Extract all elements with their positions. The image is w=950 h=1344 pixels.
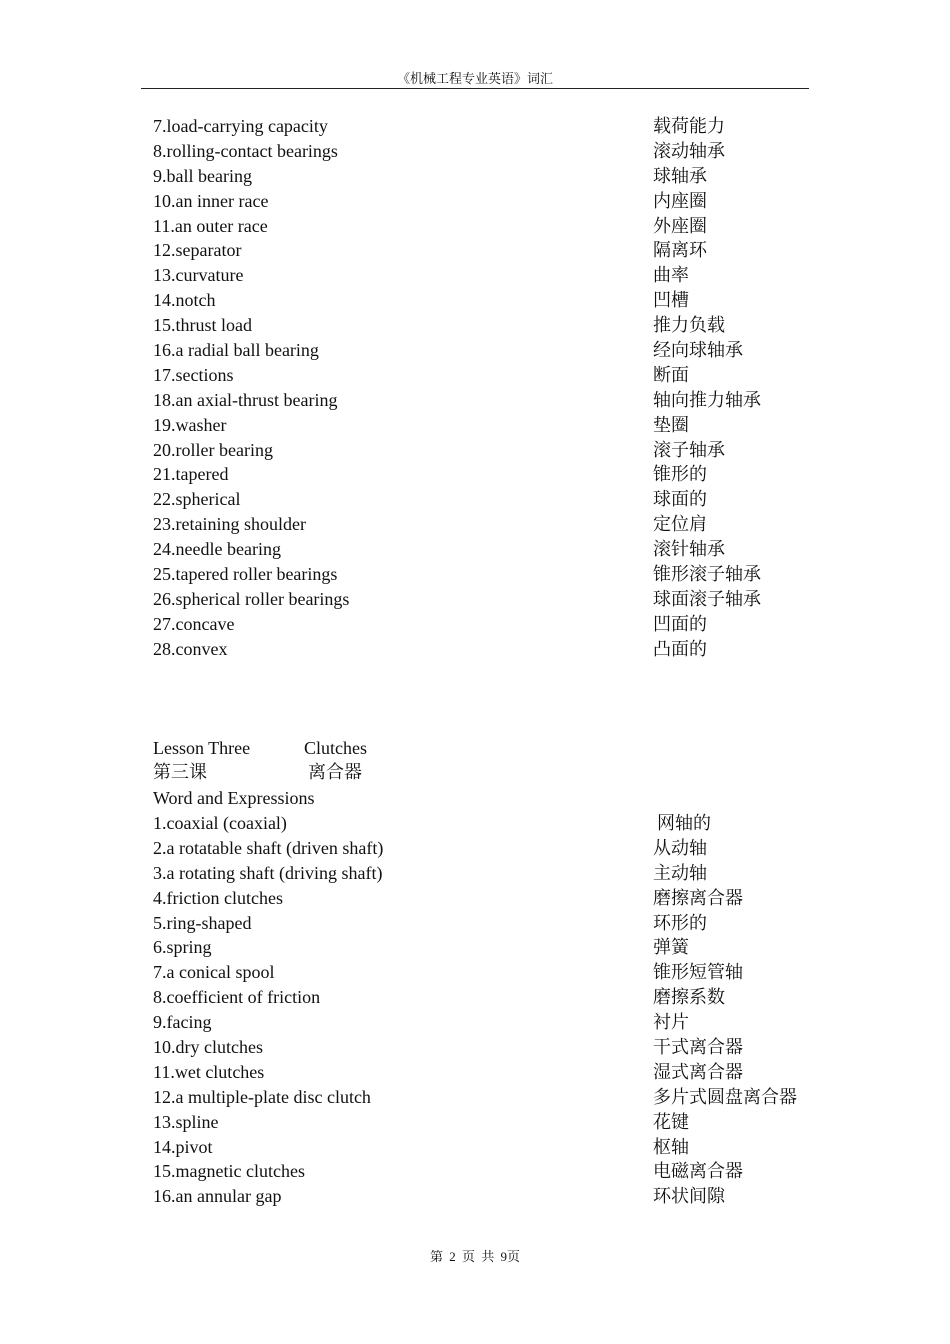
term-english: 25.tapered roller bearings xyxy=(153,564,338,585)
term-english: 1.coaxial (coaxial) xyxy=(153,813,287,833)
lesson-three-vocabulary-list xyxy=(153,811,813,1209)
term-chinese: 轴向推力轴承 xyxy=(653,389,761,410)
term-english: 13.curvature xyxy=(153,265,244,286)
term-english: 20.roller bearing xyxy=(153,439,273,460)
term-english: 16.an annular gap xyxy=(153,1186,282,1207)
term-chinese: 锥形的 xyxy=(653,464,707,485)
term-english: 7.load-carrying capacity xyxy=(153,116,328,136)
vocab-row xyxy=(153,637,813,662)
term-chinese: 隔离环 xyxy=(653,240,707,261)
term-english: 19.washer xyxy=(153,414,227,435)
term-english: 23.retaining shoulder xyxy=(153,514,306,535)
term-chinese: 凹槽 xyxy=(653,290,689,311)
term-english: 5.ring-shaped xyxy=(153,912,252,933)
page-footer-number: 第 2 页 共 9页 xyxy=(429,1249,520,1264)
vocab-row xyxy=(153,288,813,313)
word-expressions-subheading: Word and Expressions xyxy=(153,788,315,808)
vocab-row xyxy=(153,861,813,886)
term-english: 8.rolling-contact bearings xyxy=(153,140,338,161)
term-english: 28.convex xyxy=(153,638,228,659)
vocab-row xyxy=(153,214,813,239)
vocab-row xyxy=(153,462,813,487)
lesson-three-topic: Clutches xyxy=(304,738,367,758)
term-english: 24.needle bearing xyxy=(153,539,281,560)
term-chinese: 电磁离合器 xyxy=(653,1161,743,1182)
term-english: 9.ball bearing xyxy=(153,165,252,186)
vocab-row xyxy=(153,911,813,936)
term-chinese: 花键 xyxy=(653,1111,689,1132)
term-english: 17.sections xyxy=(153,364,234,385)
term-chinese: 滚动轴承 xyxy=(653,140,725,161)
term-english: 10.dry clutches xyxy=(153,1037,263,1058)
term-chinese: 内座圈 xyxy=(653,190,707,211)
term-english: 2.a rotatable shaft (driven shaft) xyxy=(153,837,384,858)
vocab-row xyxy=(153,114,813,139)
vocab-row xyxy=(153,388,813,413)
vocab-row xyxy=(153,836,813,861)
term-english: 12.a multiple-plate disc clutch xyxy=(153,1086,371,1107)
vocab-row xyxy=(153,1010,813,1035)
term-chinese: 球面滚子轴承 xyxy=(653,588,761,609)
lesson-three-heading-chinese xyxy=(153,760,553,785)
vocab-row xyxy=(153,438,813,463)
term-english: 6.spring xyxy=(153,937,212,958)
term-chinese: 球轴承 xyxy=(653,165,707,186)
header-divider xyxy=(141,88,809,89)
term-chinese: 定位肩 xyxy=(653,514,707,535)
term-chinese: 锥形短管轴 xyxy=(653,962,743,983)
vocab-row xyxy=(153,413,813,438)
term-chinese: 球面的 xyxy=(653,489,707,510)
term-english: 11.wet clutches xyxy=(153,1061,265,1082)
term-english: 9.facing xyxy=(153,1012,212,1033)
term-chinese: 网轴的 xyxy=(657,813,711,833)
term-english: 22.spherical xyxy=(153,489,241,510)
vocab-row xyxy=(153,139,813,164)
vocab-row xyxy=(153,1085,813,1110)
vocab-row xyxy=(153,1110,813,1135)
vocab-row xyxy=(153,338,813,363)
term-chinese: 环状间隙 xyxy=(653,1186,725,1207)
vocab-row xyxy=(153,1060,813,1085)
term-english: 10.an inner race xyxy=(153,190,269,211)
term-english: 27.concave xyxy=(153,613,235,634)
term-chinese: 湿式离合器 xyxy=(653,1061,743,1082)
term-chinese: 滚子轴承 xyxy=(653,439,725,460)
vocab-row xyxy=(153,164,813,189)
lesson-three-title: Lesson Three xyxy=(153,738,251,758)
vocab-row xyxy=(153,886,813,911)
vocab-row xyxy=(153,363,813,388)
vocab-row xyxy=(153,512,813,537)
vocab-row xyxy=(153,985,813,1010)
vocab-row xyxy=(153,487,813,512)
vocab-row xyxy=(153,811,813,836)
term-english: 13.spline xyxy=(153,1111,219,1132)
term-english: 15.thrust load xyxy=(153,315,252,336)
term-chinese: 磨擦系数 xyxy=(653,987,725,1008)
term-english: 14.pivot xyxy=(153,1136,213,1157)
vocab-row xyxy=(153,1035,813,1060)
term-chinese: 锥形滚子轴承 xyxy=(653,564,761,585)
term-english: 26.spherical roller bearings xyxy=(153,588,350,609)
lesson-three-heading-english xyxy=(153,736,553,761)
vocab-row xyxy=(153,313,813,338)
lesson-three-topic-zh: 离合器 xyxy=(308,762,362,782)
term-chinese: 滚针轴承 xyxy=(653,539,725,560)
term-english: 12.separator xyxy=(153,240,242,261)
term-english: 16.a radial ball bearing xyxy=(153,340,319,361)
term-english: 18.an axial-thrust bearing xyxy=(153,389,338,410)
vocab-row xyxy=(153,238,813,263)
term-chinese: 弹簧 xyxy=(653,937,689,958)
term-english: 3.a rotating shaft (driving shaft) xyxy=(153,862,383,883)
term-chinese: 凸面的 xyxy=(653,638,707,659)
term-english: 4.friction clutches xyxy=(153,887,283,908)
term-chinese: 垫圈 xyxy=(653,414,689,435)
term-english: 21.tapered xyxy=(153,464,229,485)
term-english: 14.notch xyxy=(153,290,216,311)
term-english: 15.magnetic clutches xyxy=(153,1161,305,1182)
lesson-three-title-zh: 第三课 xyxy=(153,762,207,782)
term-english: 11.an outer race xyxy=(153,215,268,236)
vocab-row xyxy=(153,1135,813,1160)
vocab-row xyxy=(153,1184,813,1209)
term-chinese: 凹面的 xyxy=(653,613,707,634)
vocab-row xyxy=(153,562,813,587)
term-chinese: 干式离合器 xyxy=(653,1037,743,1058)
vocab-row xyxy=(153,189,813,214)
vocab-row xyxy=(153,935,813,960)
term-chinese: 多片式圆盘离合器 xyxy=(653,1086,797,1107)
vocab-row xyxy=(153,960,813,985)
term-english: 7.a conical spool xyxy=(153,962,275,983)
vocab-row xyxy=(153,612,813,637)
term-chinese: 枢轴 xyxy=(653,1136,689,1157)
term-chinese: 从动轴 xyxy=(653,837,707,858)
vocab-row xyxy=(153,263,813,288)
term-chinese: 主动轴 xyxy=(653,862,707,883)
term-chinese: 磨擦离合器 xyxy=(653,887,743,908)
term-chinese: 经向球轴承 xyxy=(653,340,743,361)
vocab-row xyxy=(153,587,813,612)
term-english: 8.coefficient of friction xyxy=(153,987,321,1008)
page-header-title: 《机械工程专业英语》词汇 xyxy=(396,71,553,86)
vocab-row xyxy=(153,537,813,562)
term-chinese: 环形的 xyxy=(653,912,707,933)
term-chinese: 断面 xyxy=(653,364,689,385)
vocab-row xyxy=(153,1159,813,1184)
term-chinese: 载荷能力 xyxy=(653,116,725,136)
term-chinese: 推力负载 xyxy=(653,315,725,336)
term-chinese: 曲率 xyxy=(653,265,689,286)
term-chinese: 外座圈 xyxy=(653,215,707,236)
term-chinese: 衬片 xyxy=(653,1012,689,1033)
lesson-two-vocabulary-list xyxy=(153,114,813,662)
